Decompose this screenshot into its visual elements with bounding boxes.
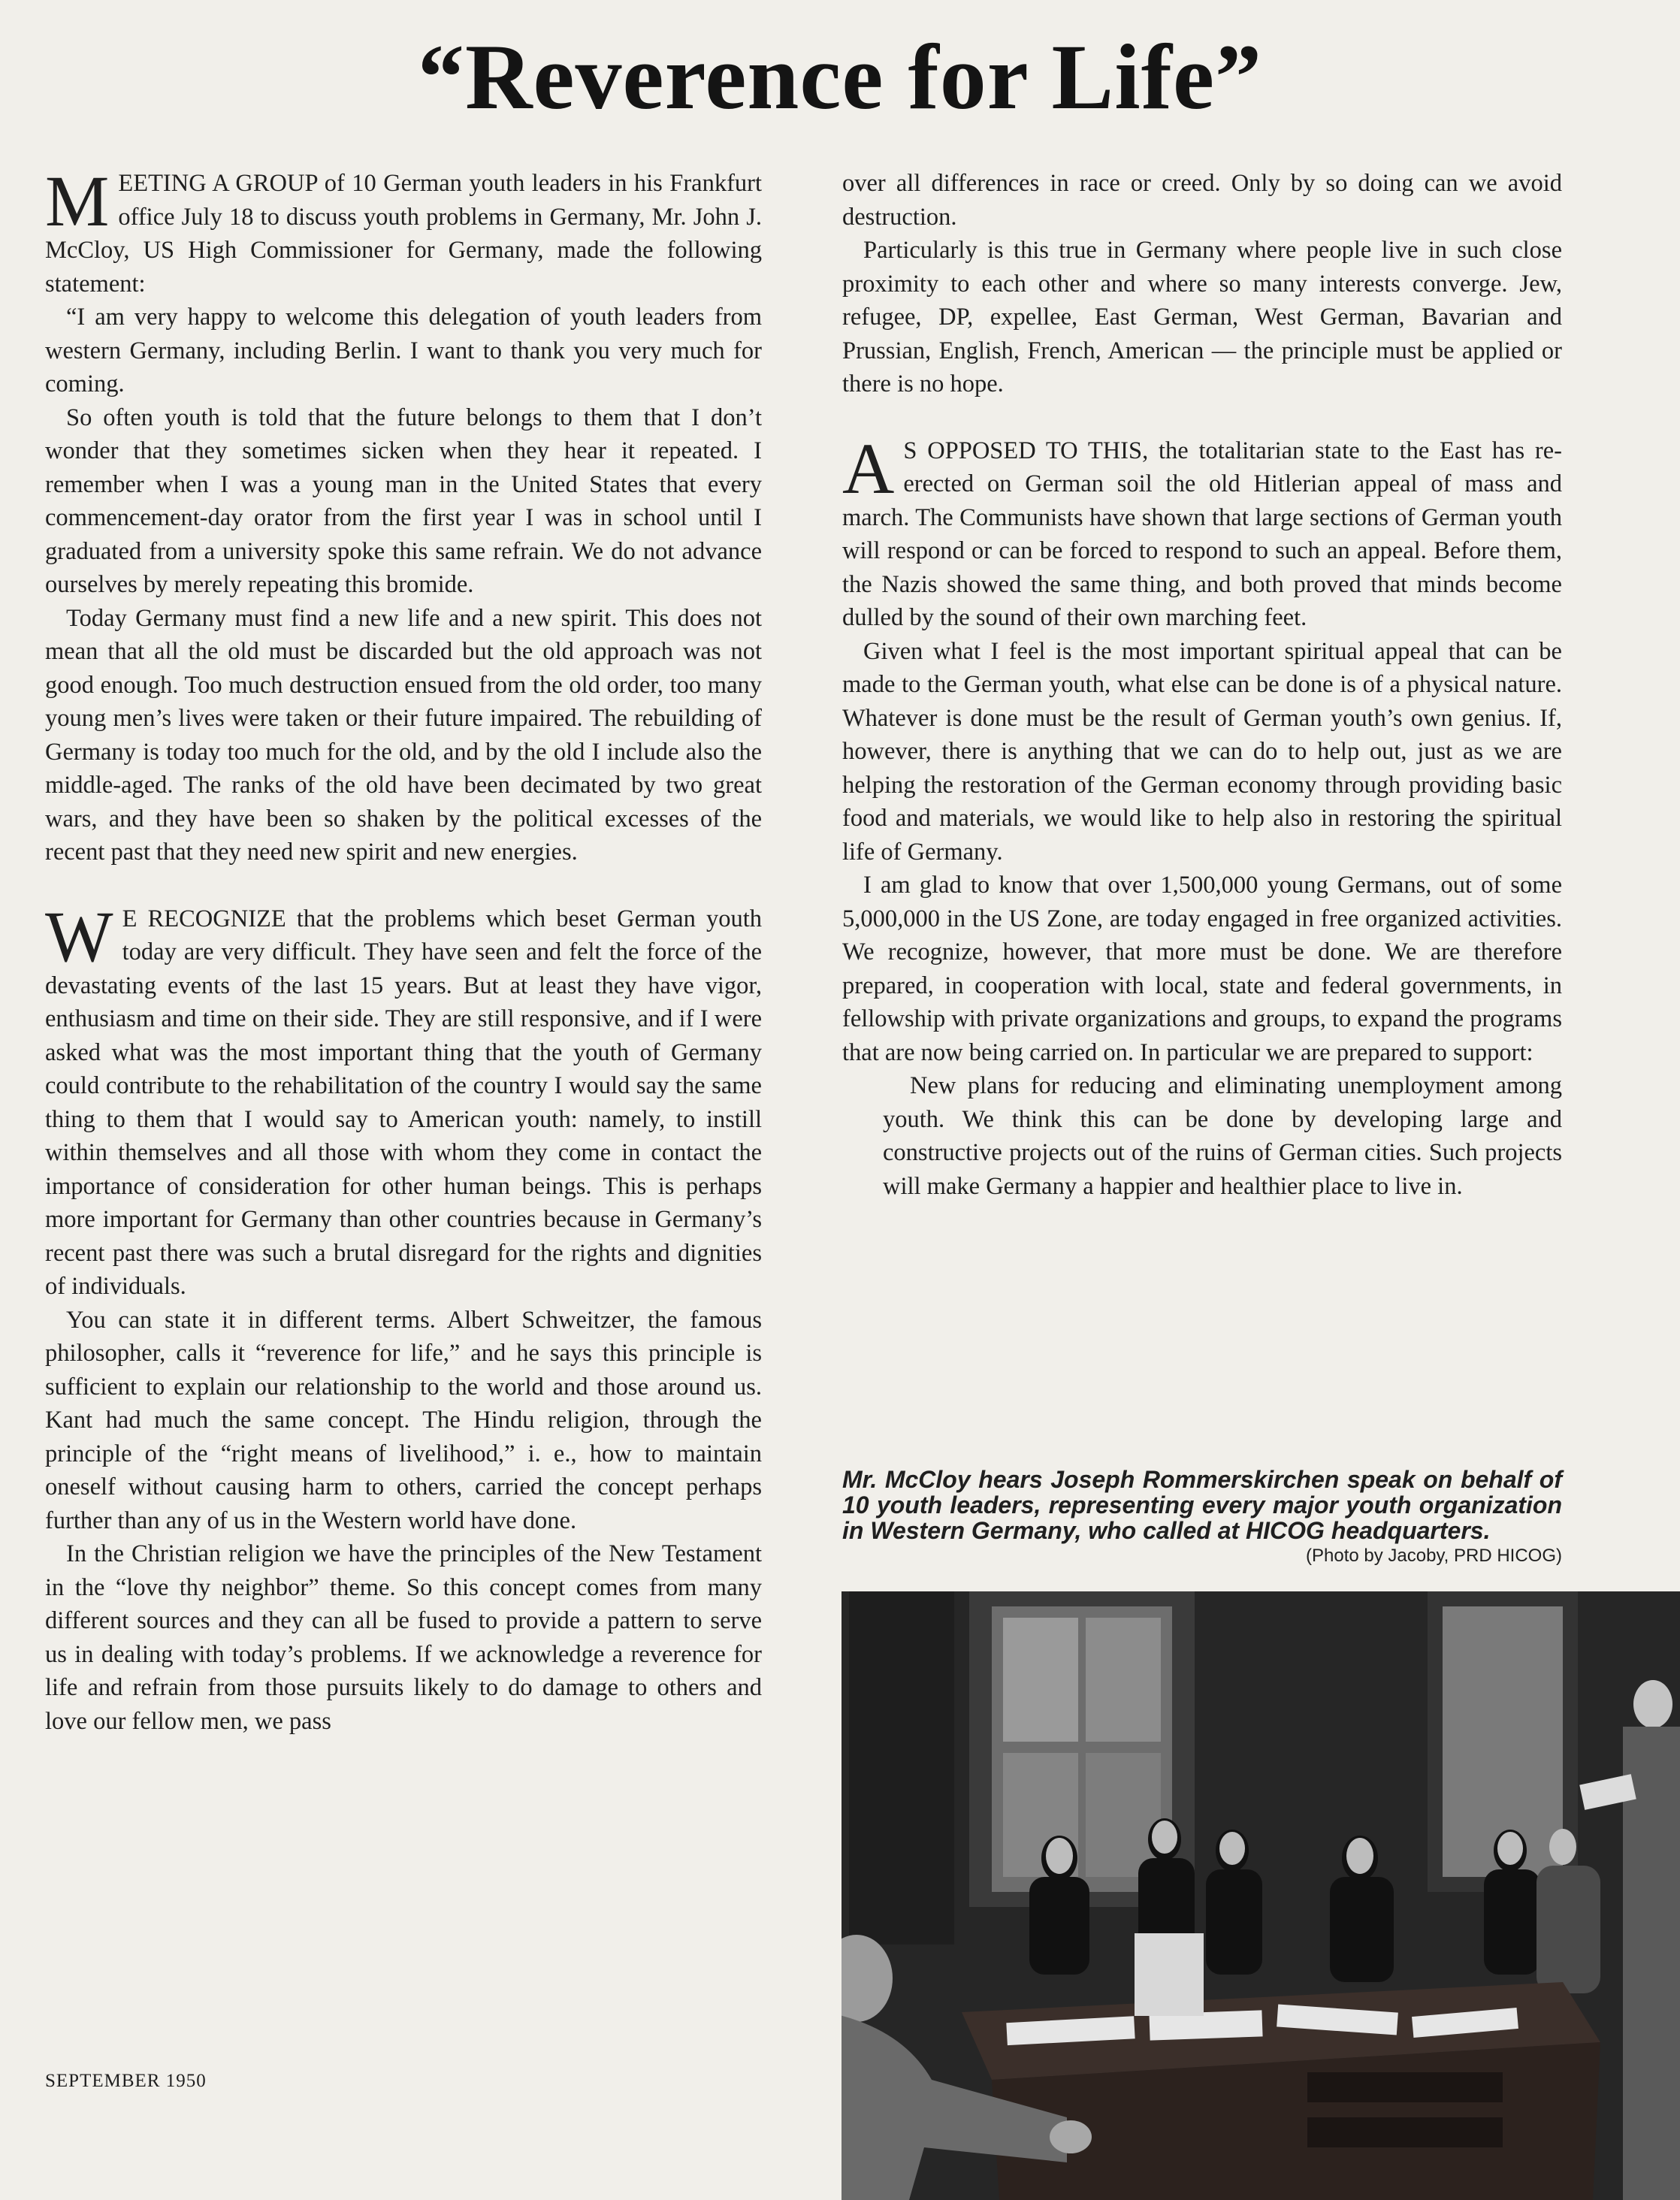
indented-quote: New plans for reducing and eliminating unemployment among youth. We think this can be done by developing large and constructive projects out of the ruins of German cities. Such projects will make Germany a happier and healthier place to live in. (883, 1072, 1562, 1200)
photo-caption (842, 1467, 1562, 1569)
right-column (842, 167, 1562, 1203)
article-title: “Reverence for Life” (417, 26, 1263, 128)
paragraph: You can state it in different terms. Albert Schweitzer, the famous philosopher, calls it “reverence for life,” and he says this principle is sufficient to explain our relationship to the world and those around us. Kant had much the same concept. The Hindu religion, through the principle of the “right means of livelihood,” i. e., how to maintain oneself without causing harm to others, carried the concept perhaps further than any of us in the Western world have done. (45, 1306, 762, 1534)
page-footer: SEPTEMBER 1950 (45, 2071, 207, 2091)
paragraph: “I am very happy to welcome this delegation of youth leaders from western Germany, including Berlin. I want to thank you very much for coming. (45, 304, 762, 397)
paragraph: Today Germany must find a new life and a new spirit. This does not mean that all the old must be discarded but the old approach was not good enough. Too much destruction ensued from the old order, too many young men’s lives were taken or their future impaired. The rebuilding of Germany is today too much for the old, and by the old I include also the middle-aged. The ranks of the old have been decimated by two great wars, and they have been so shaken by the political excesses of the recent past that they need new spirit and new energies. (45, 604, 762, 866)
paragraph: So often youth is told that the future belongs to them that I don’t wonder that they sometimes sicken when they hear it repeated. I remember when I was a young man in the United States that every commencement-day orator from the first year I was in school until I graduated from a university spoke this same refrain. We do not advance ourselves by merely repeating this bromide. (45, 403, 762, 598)
paragraph: Particularly is this true in Germany where people live in such close proximity to each other and where so many interests converge. Jew, refugee, DP, expellee, East German, West German, Bavarian and Prussian, English, French, American — the principle must be applied or there is no hope. (842, 237, 1562, 397)
paragraph: A S OPPOSED TO THIS, the totalitarian state to the East has re-erected on German soil the old Hitlerian appeal of mass and march. The Communists have shown that large sections of German youth will respond or can be forced to respond to such an appeal. Before them, the Nazis showed the same thing, and both proved that minds become dulled by the sound of their own marching feet. (842, 428, 1562, 631)
paragraph: In the Christian religion we have the principles of the New Testament in the “love thy neighbor” theme. So this concept comes from many different sources and they can all be fused to provide a pattern to serve us in dealing with today’s problems. If we acknowledge a reverence for life and refrain from those pursuits likely to do damage to others and love our fellow men, we pass (45, 1540, 762, 1735)
paragraph: W E RECOGNIZE that the problems which beset German youth today are very difficult. They have seen and felt the force of the devastating events of the last 15 years. But at least they have vigor, enthusiasm and time on their side. They are still responsive, and if I were asked what was the most important thing that the youth of Germany could contribute to the rehabilitation of the country I would say the same thing to them that I would say to American youth: namely, to instill within themselves and all those with whom they come in contact the importance of consideration for other human beings. This is perhaps more important for Germany than other countries because in Germany’s recent past there was such a brutal disregard for the rights and dignities of individuals. (45, 896, 762, 1300)
meeting-photo (842, 1591, 1680, 2200)
paragraph: over all differences in race or creed. Only by so doing can we avoid destruction. (842, 170, 1562, 231)
left-column (45, 161, 762, 1738)
drop-cap: M (45, 161, 110, 241)
drop-cap: A (842, 428, 895, 509)
paragraph: I am glad to know that over 1,500,000 young Germans, out of some 5,000,000 in the US Zone, are today engaged in free organized activities. We recognize, however, that more must be done. We are therefore prepared, in cooperation with local, state and federal governments, in fellowship with private organizations and groups, to expand the programs that are now being carried on. In particular we are prepared to support: (842, 872, 1562, 1066)
drop-cap: W (45, 896, 113, 977)
photo-credit: (Photo by Jacoby, PRD HICOG) (1306, 1546, 1562, 1566)
paragraph: Given what I feel is the most important spiritual appeal that can be made to the German youth, what else can be done is of a physical nature. Whatever is done must be the result of German youth’s own genius. If, however, there is anything that we can do to help out, just as we are helping the restoration of the German economy through providing basic food and materials, we would like to help also in restoring the spiritual life of Germany. (842, 637, 1562, 866)
caption-text: Mr. McCloy hears Joseph Rommerskirchen speak on behalf of 10 youth leaders, representing every major youth organization in Western Germany, who called at HICOG headquarters. (842, 1466, 1562, 1544)
meeting-photo-illustration (842, 1591, 1680, 2200)
paragraph: MEETING A GROUP of 10 German youth leaders in his Frankfurt office July 18 to discuss youth problems in Germany, Mr. John J. McCloy, US High Commissioner for Germany, made the following statement: (45, 161, 762, 298)
